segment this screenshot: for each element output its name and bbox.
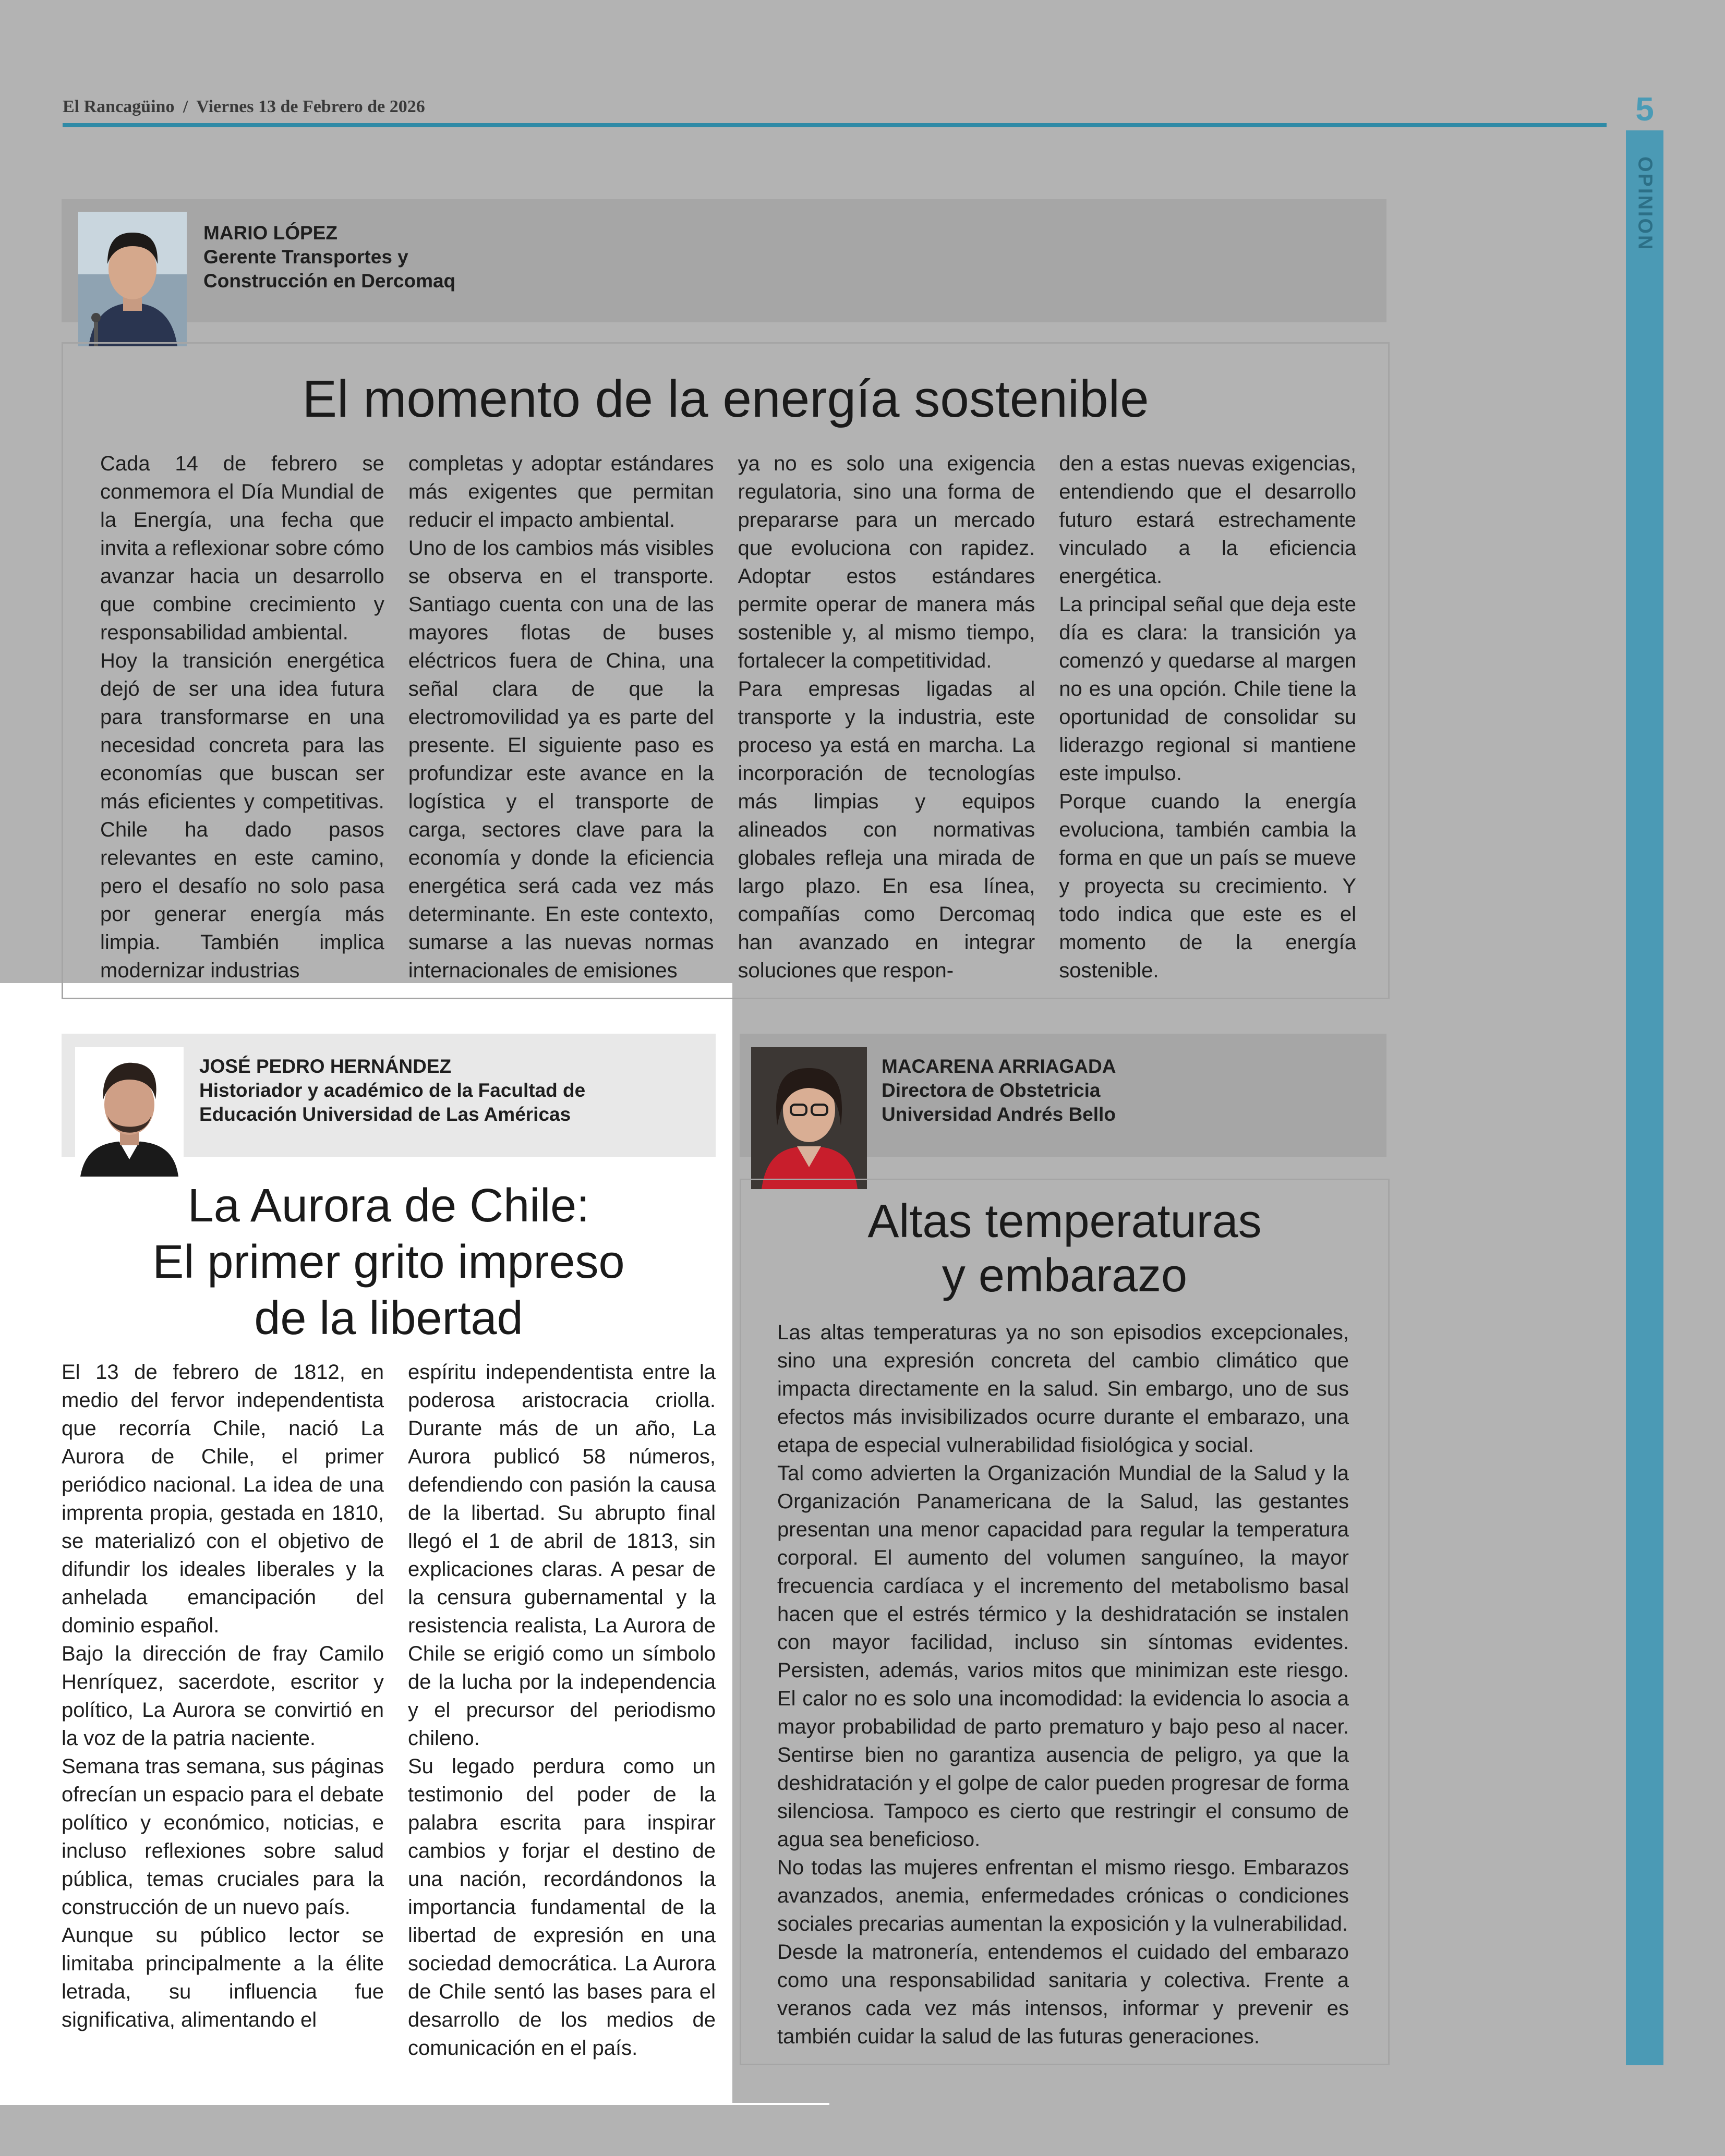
text-column [1059,450,1356,982]
paragraph: Cada 14 de febrero se conmemora el Día Mundial de la Energía, una fecha que invita a reflexionar sobre cómo avanzar hacia un desarrollo que combine crecimiento y responsabilidad ambiental. [100,452,384,644]
title-line: La Aurora de Chile: [187,1180,590,1232]
paragraph: den a estas nuevas exigencias, entendiendo que el desarrollo futuro estará estrechamente vinculado a la eficiencia energética. [1059,452,1356,588]
portrait-photo-icon [78,212,187,346]
paragraph: Semana tras semana, sus páginas ofrecían un espacio para el debate político y económico, noticias, e incluso reflexiones sobre salud pública, temas cruciales para la construcción de un nuevo país. [62,1755,384,1919]
article-title [740,1194,1390,1303]
paragraph: Hoy la transición energética dejó de ser una idea futura para transformarse en una necesidad concreta para las economías que buscan ser más eficientes y competitivas. Chile ha dado pasos relevantes en este camino, pero el desafío no solo pasa por generar energía más limpia. También implica modernizar industrias [100,649,384,982]
author-box-hernandez [62,1034,716,1157]
section-side-bar [1626,130,1663,2065]
title-line: de la libertad [254,1292,523,1345]
author-role: Directora de Obstetricia [882,1080,1101,1101]
portrait-photo-lopez [78,212,187,346]
title-line: El primer grito impreso [152,1236,625,1288]
paragraph: Tal como advierten la Organización Mundial de la Salud y la Organización Panamericana de la Salud, las gestantes presentan una menor capacidad para regular la temperatura corporal. El aumento del volumen sanguíneo, la mayor frecuencia cardíaca y el incremento del metabolismo basal hacen que el estrés térmico y la deshidratación se instalen con mayor facilidad, incluso sin síntomas evidentes. Persisten, además, varios mitos que minimizan este riesgo. El calor no es solo una incomodidad: la evidencia lo asocia a mayor probabilidad de parto prematuro y bajo peso al nacer. Sentirse bien no garantiza ausencia de peligro, ya que la deshidratación y el golpe de calor pueden progresar de forma silenciosa. Tampoco es cierto que restringir el consumo de agua sea beneficioso. [777,1462,1349,1851]
author-name: MACARENA ARRIAGADA [882,1056,1116,1077]
article-body-aurora [62,1358,716,2067]
paragraph: Para empresas ligadas al transporte y la industria, este proceso ya está en marcha. La incorporación de tecnologías más limpias y equipos alineados con normativas globales refleja una mirada de largo plazo. En esa línea, compañías como Dercomaq han avanzado en integrar soluciones que respon- [738,677,1035,982]
title-line: Altas temperaturas [867,1195,1262,1247]
paragraph: La principal señal que deja este día es clara: la transición ya comenzó y quedarse al margen no es una opción. Chile tiene la oportunidad de consolidar su liderazgo regional si mantiene este impulso. [1059,593,1356,785]
paragraph: Desde la matronería, entendemos el cuidado del embarazo como una responsabilidad sanitaria y colectiva. Frente a veranos cada vez más intensos, informar y prevenir es también cuidar la salud de las futuras generaciones. [777,1941,1349,2048]
author-name: MARIO LÓPEZ [203,222,337,244]
paragraph: Porque cuando la energía evoluciona, también cambia la forma en que un país se mueve y proyecta su crecimiento. Y todo indica que este es el momento de la energía sostenible. [1059,790,1356,982]
publication-name: El Rancagüino [63,97,175,116]
issue-date: Viernes 13 de Febrero de 2026 [196,97,425,116]
section-label: OPINION [1634,156,1656,251]
author-info-lopez [203,221,455,293]
author-name: JOSÉ PEDRO HERNÁNDEZ [199,1056,452,1077]
paragraph: Uno de los cambios más visibles se observa en el transporte. Santiago cuenta con una de las mayores flotas de buses eléctricos fuera de China, una señal clara de que la electromovilidad ya es parte del presente. El siguiente paso es profundizar este avance en la logística y el transporte de carga, sectores clave para la economía y donde la eficiencia energética será cada vez más determinante. En este contexto, sumarse a las nuevas normas internacionales de emisiones [408,537,714,982]
article-body-temperaturas [777,1318,1349,2051]
article-title: El momento de la energía sostenible [302,370,1149,428]
text-column [738,450,1035,982]
author-role: Construcción en Dercomaq [203,270,456,292]
page-header [63,97,425,117]
portrait-photo-hernandez [75,1047,184,1177]
paragraph: completas y adoptar estándares más exigentes que permitan reducir el impacto ambiental. [408,452,714,531]
header-rule [63,123,1607,127]
author-info-hernandez [199,1055,585,1127]
paragraph: Las altas temperaturas ya no son episodios excepcionales, sino una expresión concreta del cambio climático que impacta directamente en la salud. Sin embargo, uno de sus efectos más invisibilizados ocurre durante el embarazo, una etapa de especial vulnerabilidad fisiológica y social. [777,1321,1349,1457]
author-role: Universidad Andrés Bello [882,1104,1116,1125]
text-column [408,1358,716,2067]
paragraph: ya no es solo una exigencia regulatoria, sino una forma de prepararse para un mercado que evoluciona con rapidez. Adoptar estos estándares permite operar de manera más sostenible y, al mismo tiempo, fortalecer la competitividad. [738,452,1035,672]
paragraph: El 13 de febrero de 1812, en medio del fervor independentista que recorría Chile, nació La Aurora de Chile, el primer periódico nacional. La idea de una imprenta propia, gestada en 1810, se materializó con el objetivo de difundir los ideales liberales y la anhelada emancipación del dominio español. [62,1361,384,1637]
paragraph: Bajo la dirección de fray Camilo Henríquez, sacerdote, escritor y político, La Aurora se convirtió en la voz de la patria naciente. [62,1642,384,1750]
author-role: Educación Universidad de Las Américas [199,1104,571,1125]
header-separator: / [183,97,188,116]
portrait-photo-icon [75,1047,184,1177]
paragraph: espíritu independentista entre la poderosa aristocracia criolla. Durante más de un año, La Aurora publicó 58 números, defendiendo con pasión la causa de la libertad. Su abrupto final llegó el 1 de abril de 1813, sin explicaciones claras. A pesar de la censura gubernamental y la resistencia realista, La Aurora de Chile se erigió como un símbolo de la lucha por la independencia y el precursor del periodismo chileno. [408,1361,716,1750]
title-line: y embarazo [942,1250,1188,1302]
paragraph: Aunque su público lector se limitaba principalmente a la élite letrada, su influencia fue significativa, alimentando el [62,1924,384,2031]
text-column [408,450,714,982]
author-role: Gerente Transportes y [203,246,408,268]
author-box-arriagada [740,1034,1386,1157]
author-role: Historiador y académico de la Facultad de [199,1080,586,1101]
portrait-photo-arriagada [751,1047,867,1189]
article-body-energia [100,450,1356,982]
text-column [100,450,384,982]
author-info-arriagada [882,1055,1116,1127]
article-title [62,1178,716,1347]
portrait-photo-icon [751,1047,867,1189]
page-number: 5 [1635,90,1654,128]
panel-underline [0,2103,829,2105]
author-box-lopez [62,199,1386,322]
paragraph: No todas las mujeres enfrentan el mismo riesgo. Embarazos avanzados, anemia, enfermedades crónicas o condiciones sociales precarias aumentan la exposición y la vulnerabilidad. [777,1856,1349,1935]
paragraph: Su legado perdura como un testimonio del poder de la palabra escrita para inspirar cambios y forjar el destino de una nación, recordándonos la importancia fundamental de la libertad de expresión en una sociedad democrática. La Aurora de Chile sentó las bases para el desarrollo de los medios de comunicación en el país. [408,1755,716,2060]
text-column [62,1358,384,2067]
